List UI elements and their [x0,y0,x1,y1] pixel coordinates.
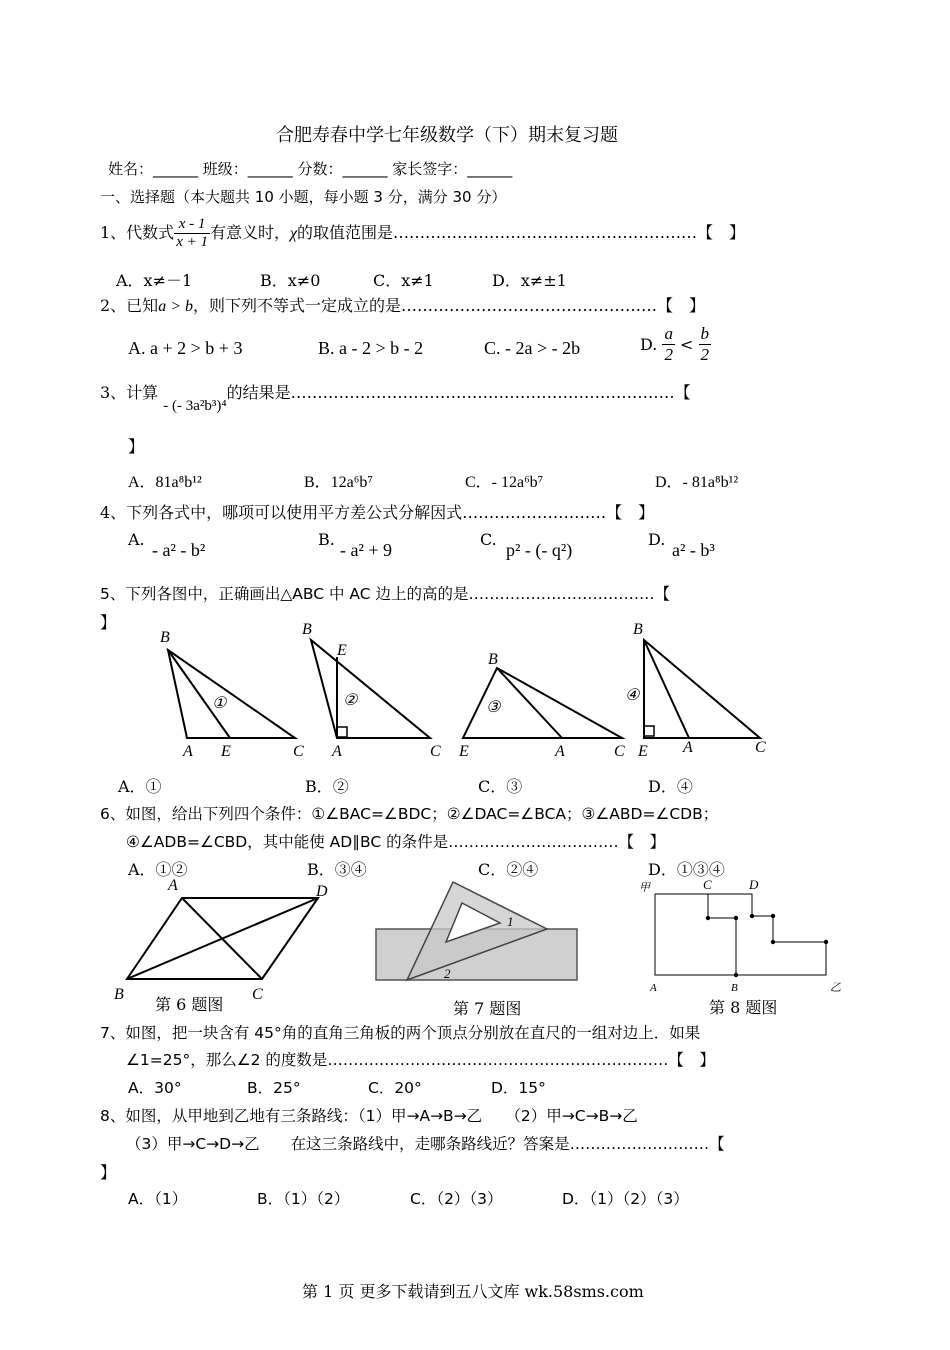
fig8-label-jia: 甲 [639,882,650,894]
q1-frac-num: x - 1 [174,216,210,234]
q4-option-a: - a² - b² [152,540,206,560]
fig3-label-e: E [459,743,469,760]
q6-option-d: D．①③④ [648,860,725,879]
fig8-dot [750,914,754,918]
q3-stem-a: 3、计算 [100,383,159,402]
q1-option-c: C．x≠1 [373,271,434,290]
fig7 [376,882,577,981]
fig8-dot [706,916,710,920]
fig7-angle-2: 2 [444,966,451,981]
q2-frac-b-num: b [700,324,710,343]
q1-frac-den: x + 1 [176,234,208,250]
fig4-segment [644,640,689,738]
fig4-right-angle [644,726,654,736]
q6-line-1: 6、如图，给出下列四个条件：①∠BAC=∠BDC；②∠DAC=∠BCA；③∠ABD=∠CDB； [100,805,719,823]
q3-option-a: A．81a⁸b¹² [128,474,202,491]
fig8-middle-route [708,894,736,975]
q4-option-a-label: A. [128,530,145,549]
q7-line-2: ∠1=25°，那么∠2 的度数是…………………………………………………………【 】 [126,1051,715,1069]
q2-condition: a > b [158,298,193,315]
fig3-label-c: C [614,743,625,760]
fig6-caption: 第 6 题图 [155,995,224,1014]
q3-expression: - (- 3a²b³)⁴ [163,398,227,414]
q1-stem-c: 的取值范围是…………………………………………………【 】 [297,223,746,242]
q4-option-d-label: D. [648,530,666,549]
fig8-label-b: B [731,982,738,994]
q4-option-b: - a² + 9 [340,540,393,560]
q8-option-c: C．（2）（3） [410,1190,503,1208]
fig6-label-d: D [316,883,328,900]
q3-option-c: C．- 12a⁶b⁷ [465,474,544,491]
fig6-label-b: B [114,986,124,1003]
q2-frac-b-den: 2 [700,345,710,364]
fig2-triangle [311,640,430,738]
fig8-label-a: A [650,982,657,994]
q5-close-bracket: 】 [100,613,117,632]
fig8-dot [771,914,775,918]
fig8-dot [771,940,775,944]
q4-option-c: p² - (- q²) [506,540,573,560]
q2-frac-a-den: 2 [664,345,673,364]
q1-stem-a: 1、代数式 [100,223,175,242]
q5-option-a: A．① [118,777,162,796]
q3-close-bracket: 】 [128,437,145,456]
fig4-triangle [644,640,760,738]
fig4-label-b: B [633,621,643,638]
q1-option-d: D．x≠±1 [492,271,567,290]
fig1-label-e: E [221,743,231,760]
fig8-dot [824,940,828,944]
fig2-label-b: B [302,621,312,638]
q7-option-d: D．15° [491,1079,546,1097]
q1-var: χ [289,225,298,242]
q8-line-1: 8、如图，从甲地到乙地有三条路线：（1）甲→A→B→乙 （2）甲→C→B→乙 [100,1107,638,1125]
fig2-label-a: A [332,743,342,760]
q4-option-d: a² - b³ [672,540,715,560]
q1-stem-b: 有意义时， [209,223,290,242]
fig8-caption: 第 8 题图 [709,998,778,1017]
q2-frac-a-num: a [664,324,673,343]
student-info-line: 姓名：______ 班级：______ 分数：______ 家长签字：______ [108,160,513,178]
fig2-right-angle [337,727,347,737]
fig1-label-c: C [293,743,304,760]
q8-option-a: A．（1） [128,1190,188,1208]
fig8-label-yi: 乙 [830,982,841,994]
fig8-dot [734,973,738,977]
fig6 [127,898,318,979]
fig8-label-d: D [749,877,759,892]
fig8-outer-route [655,894,826,975]
fig1-label-n1: ① [212,695,227,712]
fig3-label-b: B [488,651,498,668]
q2-stem-a: 2、已知 [100,296,159,315]
q7-option-b: B．25° [247,1079,301,1097]
fig8-label-c: C [703,877,712,892]
q1-option-a: A．x≠－1 [116,271,193,290]
q2-option-c: C. - 2a > - 2b [484,338,581,358]
q6-option-a: A．①② [128,860,188,879]
q2-option-a: A. a + 2 > b + 3 [128,338,243,358]
fig8 [655,894,826,975]
q6-line-2: ④∠ADB=∠CBD，其中能使 AD∥BC 的条件是……………………………【 】 [126,833,666,851]
fig7-caption: 第 7 题图 [453,999,522,1018]
q3-option-d: D．- 81a⁸b¹² [655,474,739,491]
page-title: 合肥寿春中学七年级数学（下）期末复习题 [276,125,618,146]
page-footer: 第 1 页 更多下载请到五八文库 wk.58sms.com [302,1282,644,1301]
q2-option-d-label: D. [640,335,658,354]
q8-close-bracket: 】 [100,1163,117,1182]
q8-option-d: D．（1）（2）（3） [562,1190,689,1208]
section-heading: 一、选择题（本大题共 10 小题，每小题 3 分，满分 30 分） [100,188,507,206]
q3-option-b: B．12a⁶b⁷ [304,474,373,491]
fig1-label-b: B [160,629,170,646]
q5-option-d: D．④ [648,777,693,796]
fig4-label-c: C [755,739,766,756]
q4-option-c-label: C. [480,530,497,549]
q6-option-b: B．③④ [307,860,367,879]
q8-line-2: （3）甲→C→D→乙 在这三条路线中，走哪条路线近？答案是………………………【 [126,1135,725,1153]
q2-optd-sign: < [680,335,694,354]
fig2-label-n2: ② [343,692,358,709]
fig3-label-n3: ③ [486,699,501,716]
fig2-label-c: C [430,743,441,760]
fig6-label-c: C [252,986,263,1003]
q5-option-c: C．③ [478,777,523,796]
fig3-label-a: A [555,743,565,760]
q2-stem-b: ，则下列不等式一定成立的是…………………………………………【 】 [192,296,705,315]
q7-option-a: A．30° [128,1079,182,1097]
q5-option-b: B．② [305,777,349,796]
fig4-label-a: A [683,739,693,756]
q3-stem-b: 的结果是………………………………………………………………【 [226,383,691,402]
fig1-triangle [168,650,295,738]
q7-option-c: C．20° [368,1079,422,1097]
q1-option-b: B．x≠0 [260,271,321,290]
q8-option-b: B．（1）（2） [257,1190,350,1208]
fig3-segment [497,668,562,738]
fig4-label-n4: ④ [625,687,640,704]
question-5: 5、下列各图中，正确画出△ABC 中 AC 边上的高的是………………………………【 [100,585,671,603]
q7-line-1: 7、如图，把一块含有 45°角的直角三角板的两个顶点分别放在直尺的一组对边上．如果 [100,1024,701,1042]
fig7-angle-1: 1 [507,914,514,929]
q2-option-b: B. a - 2 > b - 2 [318,338,424,358]
q6-option-c: C．②④ [478,860,539,879]
fig4-label-e: E [638,743,648,760]
fig6-label-a: A [168,877,178,894]
q4-option-b-label: B. [318,530,335,549]
question-4: 4、下列各式中，哪项可以使用平方差公式分解因式………………………【 】 [100,503,655,522]
fig1-label-a: A [183,743,193,760]
fig2-label-e: E [337,642,347,659]
fig8-dot [734,916,738,920]
